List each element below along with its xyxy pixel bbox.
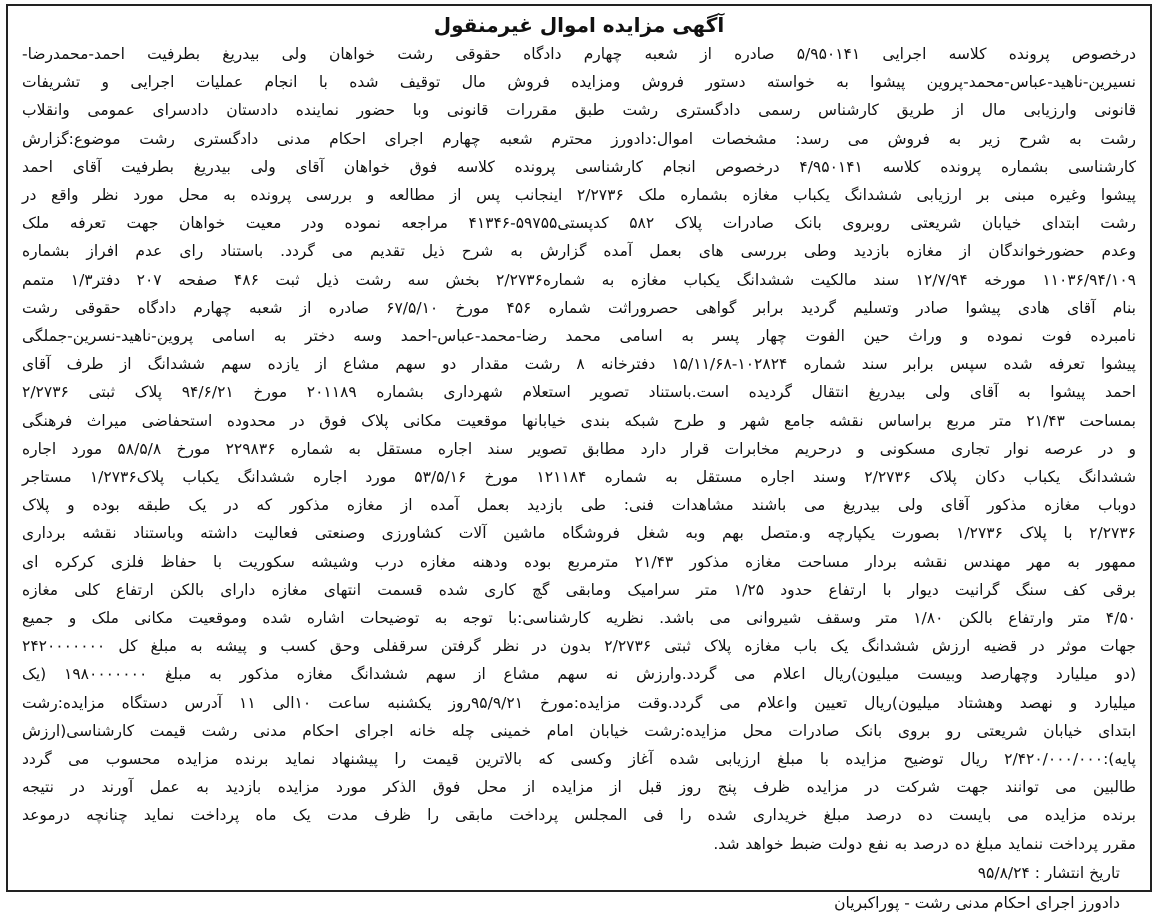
- notice-body-line: طالبین می توانند جهت شرکت در مزایده ظرف پنج روز قبل از مزایده از محل فوق الذکر مورد مزایده بازدید به عمل آورند در نتیجه: [22, 778, 1136, 797]
- notice-body-line: ممهور به مهر مهندس نقشه بردار مساحت مغازه مذکور ۲۱/۴۳ مترمربع بوده ودهنه مغازه درب وشیشه سکوریت با حفاظ فلزی کرکره ای: [22, 552, 1136, 571]
- notice-body-line: رشت به شرح زیر به فروش می رسد: مشخصات اموال:دادورز محترم شعبه چهارم اجرای احکام مدنی دادگستری رشت موضوع:گزارش: [22, 129, 1136, 148]
- notice-body-line: احمد پیشوا به آقای ولی بیدریغ انتقال گردیده است.باستناد تصویر استعلام شهرداری بشماره ۲۰۱۱۸۹ مورخ ۹۴/۶/۲۱ پلاک ثبتی ۲/۲۷۳۶: [22, 383, 1136, 402]
- notice-body-line: ابتدای خیابان شریعتی رو بروی بانک صادرات محل مزایده:رشت خیابان امام خمینی چله خانه اجرای احکام مدنی رشت قیمت کارشناسی(ارزش: [22, 721, 1136, 740]
- notice-body-line: وعدم حضورخواندگان از مغازه بازدید وطی بررسی های بعمل آمده گزارش به شرح ذیل تقدیم می گردد. باستناد رای عدم افراز بشماره: [22, 242, 1136, 261]
- notice-body-line: بمساحت ۲۱/۴۳ متر مربع براساس نقشه جامع شهر و طرح شبکه بندی خیابانها موقعیت مکانی پلاک فوق در محدوده استحفاضی میراث فرهنگی: [22, 411, 1136, 430]
- notice-body-line: نامبرده فوت نموده و وراث حین الفوت چهار پسر به اسامی محمد رضا-محمد-عباس-احمد وسه دختر به اسامی پروین-ناهید-نسرین-جملگی: [22, 327, 1136, 346]
- notice-body-line: رشت ابتدای خیابان شریعتی روبروی بانک صادرات پلاک ۵۸۲ کدپستی۵۹۷۵۵-۴۱۳۴۶ مراجعه نموده ودر معیت خواهان جهت تعرفه ملک: [22, 214, 1136, 233]
- notice-body-line: میلیارد و نهصد وهشتاد میلیون)ریال تعیین واعلام می گردد.وقت مزایده:مورخ ۹۵/۹/۲۱روز یکشنبه ساعت ۱۰الی ۱۱ آدرس دستگاه مزایده:رشت: [22, 693, 1137, 712]
- notice-footer: [8, 858, 1150, 918]
- notice-body-line: دوباب مغازه مذکور آقای ولی بیدریغ می باشند مشاهدات فنی: طی بازدید بعمل آمده از مغازه مذکور که در یک طبقه بوده و پلاک: [22, 496, 1136, 515]
- notice-body-line: پیشوا وغیره مبنی بر ارزیابی ششدانگ یکباب مغازه بشماره ملک ۲/۲۷۳۶ اینجانب پس از مطالعه و بررسی پرونده به محل مورد نظر واقع در: [22, 186, 1136, 205]
- notice-body-line: برنده مزایده می بایست ده درصد مبلغ خریداری شده را فی المجلس پرداخت مابقی را ظرف مدت یک ماه پرداخت نماید چنانچه درموعد: [22, 806, 1136, 825]
- notice-body-line: ۴/۵۰ متر وارتفاع بالکن ۱/۸۰ متر وسقف شیروانی می باشد. نظریه کارشناسی:با توجه به توضیحات اشاره شده وموقعیت مکانی ملک و جمیع: [22, 609, 1136, 628]
- signature-line: دادورز اجرای احکام مدنی رشت - پوراکبریان: [834, 893, 1120, 912]
- notice-body-line: بنام آقای هادی پیشوا صادر وتسلیم گردید برابر گواهی حصروراثت شماره ۴۵۶ مورخ ۶۷/۵/۱۰ صادره از شعبه چهارم دادگاه حقوقی رشت: [22, 298, 1136, 317]
- notice-body-line: و در عرصه نوار تجاری مسکونی و درحریم مخابرات قرار دارد مطابق تصویر سند اجاره مستقل به شماره ۲۲۹۸۳۶ مورخ ۵۸/۵/۸ مورد اجاره: [22, 439, 1136, 458]
- notice-body-line: (دو میلیارد وچهارصد وبیست میلیون)ریال اعلام می گردد.وارزش نه سهم مشاع از سهم ششدانگ مغازه مذکور به مبلغ ۱۹۸۰۰۰۰۰۰۰ (یک: [22, 665, 1136, 684]
- auction-notice: [6, 4, 1152, 912]
- publish-date: تاریخ انتشار : ۹۵/۸/۲۴: [977, 863, 1120, 882]
- notice-body-line: درخصوص پرونده کلاسه اجرایی ۵/۹۵۰۱۴۱ صادره از شعبه چهارم دادگاه حقوقی رشت خواهان ولی بیدریغ بطرفیت احمد-محمدرضا-: [22, 45, 1136, 63]
- notice-body: [8, 40, 1150, 858]
- notice-title: آگهی مزایده اموال غیرمنقول: [433, 13, 725, 37]
- notice-body-line: پایه):۲/۴۲۰/۰۰۰/۰۰۰ ریال توضیح مزایده با مبلغ ارزیابی شده آغاز وکسی که بالاترین قیمت را پیشنهاد نماید برنده مزایده محسوب می گردد: [22, 750, 1136, 769]
- notice-body-line: ۲/۲۷۳۶ با پلاک ۱/۲۷۳۶ بصورت یکپارچه و.متصل بهم وبه شغل فروشگاه ماشین آلات کشاورزی وصنعتی فعالیت داشته وباستناد نقشه برداری: [22, 524, 1136, 543]
- notice-body-line: کارشناسی بشماره پرونده کلاسه ۴/۹۵۰۱۴۱ درخصوص انجام کارشناسی پرونده کلاسه فوق خواهان آقای ولی بیدریغ بطرفیت آقای احمد: [22, 157, 1136, 176]
- notice-body-line: جهات موثر در قضیه ارزش ششدانگ یک باب مغازه پلاک ثبتی ۲/۲۷۳۶ بدون در نظر گرفتن سرقفلی وحق کسب و پیشه به مبلغ کل ۲۴۲۰۰۰۰۰۰۰: [22, 637, 1136, 656]
- notice-body-line: برقی کف سنگ گرانیت دیوار با ارتفاع حدود ۱/۲۵ متر سرامیک ومابقی گچ کاری شده قسمت انتهای مغازه دارای بالکن ارتفاع کلی مغازه: [22, 580, 1136, 599]
- notice-body-line: قانونی وارزیابی مال از طریق کارشناس رسمی دادگستری رشت طبق مقررات قانونی وبا حضور نماینده دادستان دادسرای عمومی وانقلاب: [22, 101, 1136, 120]
- notice-body-line: ششدانگ یکباب دکان پلاک ۲/۲۷۳۶ وسند اجاره مستقل به شماره ۱۲۱۱۸۴ مورخ ۵۳/۵/۱۶ مورد اجاره ششدانگ یکباب پلاک۱/۲۷۳۶ مستاجر: [22, 468, 1136, 487]
- notice-body-line: پیشوا تعرفه شده سپس برابر سند شماره ۱۰۲۸۲۴-۱۵/۱۱/۶۸ دفترخانه ۸ رشت مقدار دو سهم مشاع از یازده سهم ششدانگ از طرف آقای: [22, 355, 1136, 374]
- notice-body-line: نسیرین-ناهید-عباس-محمد-پروین پیشوا به خواسته دستور فروش ومزایده فروش مال توقیف شده با انجام عملیات اجرایی و تشریفات: [22, 73, 1136, 92]
- notice-body-line: مقرر پرداخت ننماید مبلغ ده درصد به نفع دولت ضبط خواهد شد.: [713, 834, 1136, 853]
- notice-body-line: ۱۱۰۳۶/۹۴/۱۰۹ مورخه ۱۲/۷/۹۴ سند مالکیت ششدانگ یکباب مغازه به شماره۲/۲۷۳۶ بخش سه رشت ذیل ثبت ۴۸۶ صفحه ۲۰۷ دفتر۱/۳ متمم: [22, 270, 1137, 289]
